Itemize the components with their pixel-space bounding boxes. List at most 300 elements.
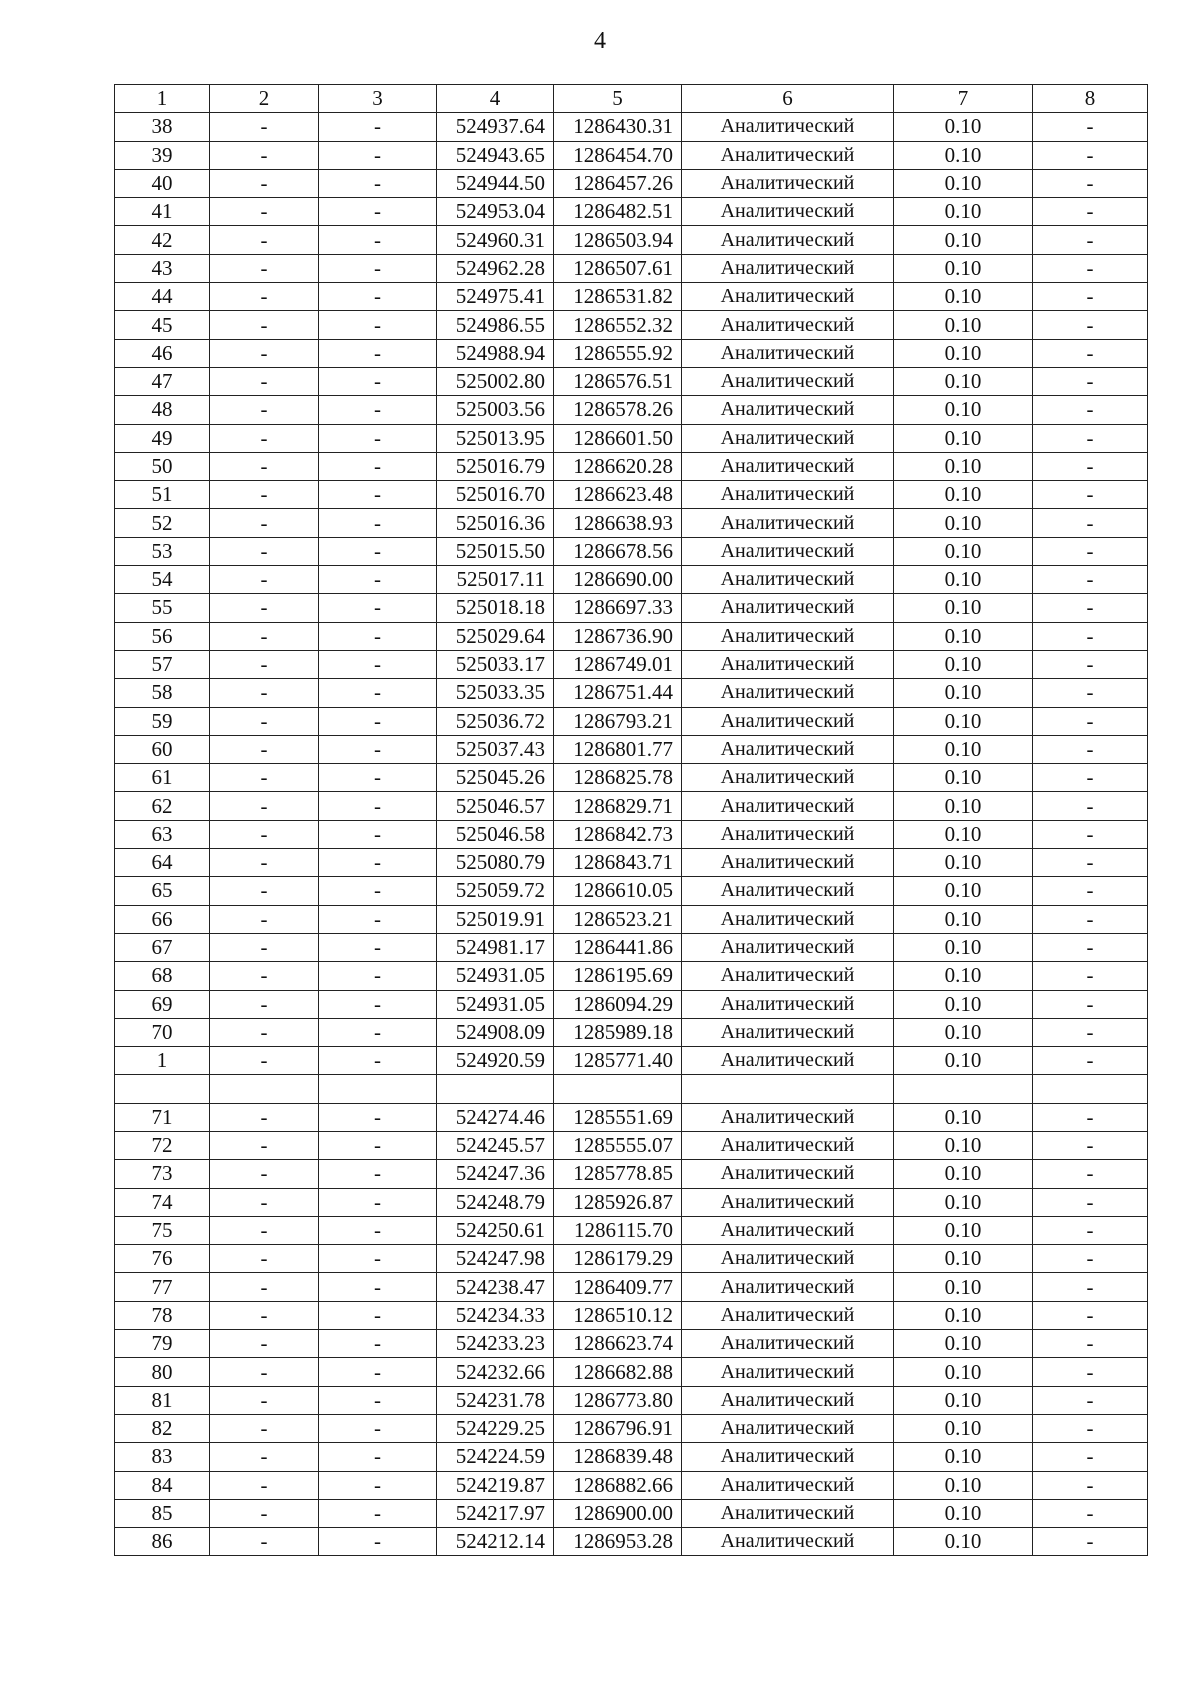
cell-col-3: - <box>319 254 437 282</box>
cell-method: Аналитический <box>682 424 894 452</box>
cell-col-8: - <box>1033 650 1148 678</box>
cell-precision: 0.10 <box>894 1273 1033 1301</box>
cell-point-number: 65 <box>115 877 210 905</box>
cell-col-3: - <box>319 424 437 452</box>
cell-method: Аналитический <box>682 1245 894 1273</box>
coordinates-table <box>114 84 1148 1556</box>
cell-coord-x: 525046.58 <box>437 820 554 848</box>
cell-col-8: - <box>1033 226 1148 254</box>
cell-coord-x: 525080.79 <box>437 849 554 877</box>
table-row <box>115 849 1148 877</box>
cell-coord-y: 1286578.26 <box>554 396 682 424</box>
cell-method: Аналитический <box>682 537 894 565</box>
cell-precision: 0.10 <box>894 1386 1033 1414</box>
cell-col-3: - <box>319 169 437 197</box>
cell-col-2: - <box>210 792 319 820</box>
cell-col-3: - <box>319 1273 437 1301</box>
cell-precision: 0.10 <box>894 1245 1033 1273</box>
cell-col-2: - <box>210 339 319 367</box>
table-row <box>115 1443 1148 1471</box>
cell-col-3: - <box>319 792 437 820</box>
cell-point-number: 85 <box>115 1499 210 1527</box>
cell-col-8: - <box>1033 1103 1148 1131</box>
cell-coord-x: 524248.79 <box>437 1188 554 1216</box>
cell-col-8: - <box>1033 537 1148 565</box>
cell-col-2: - <box>210 905 319 933</box>
cell-method: Аналитический <box>682 452 894 480</box>
cell-point-number: 82 <box>115 1414 210 1442</box>
cell-coord-y: 1285555.07 <box>554 1131 682 1159</box>
cell-coord-y: 1286842.73 <box>554 820 682 848</box>
cell-coord-y: 1286793.21 <box>554 707 682 735</box>
cell-method: Аналитический <box>682 1160 894 1188</box>
table-row <box>115 1216 1148 1244</box>
cell-method: Аналитический <box>682 509 894 537</box>
cell-col-3: - <box>319 1216 437 1244</box>
cell-point-number: 75 <box>115 1216 210 1244</box>
cell-col-2: - <box>210 481 319 509</box>
cell-col-8: - <box>1033 367 1148 395</box>
cell-col-2: - <box>210 1245 319 1273</box>
cell-precision: 0.10 <box>894 622 1033 650</box>
cell-col-8: - <box>1033 1330 1148 1358</box>
cell-coord-y: 1285771.40 <box>554 1047 682 1075</box>
cell-col-2: - <box>210 226 319 254</box>
cell-point-number: 49 <box>115 424 210 452</box>
cell-coord-y: 1286697.33 <box>554 594 682 622</box>
cell-precision: 0.10 <box>894 735 1033 763</box>
cell-point-number: 50 <box>115 452 210 480</box>
cell-col-8: - <box>1033 452 1148 480</box>
cell-col-8 <box>1033 1075 1148 1103</box>
table-row <box>115 481 1148 509</box>
cell-col-8: - <box>1033 1386 1148 1414</box>
cell-coord-x: 524981.17 <box>437 933 554 961</box>
cell-col-8: - <box>1033 141 1148 169</box>
cell-coord-x: 524250.61 <box>437 1216 554 1244</box>
table-row <box>115 1075 1148 1103</box>
cell-coord-y: 1286638.93 <box>554 509 682 537</box>
cell-coord-y: 1286430.31 <box>554 113 682 141</box>
cell-col-2: - <box>210 452 319 480</box>
cell-point-number: 47 <box>115 367 210 395</box>
cell-coord-x: 524920.59 <box>437 1047 554 1075</box>
table-row <box>115 1018 1148 1046</box>
cell-col-3: - <box>319 1330 437 1358</box>
cell-point-number: 69 <box>115 990 210 1018</box>
cell-coord-y: 1286507.61 <box>554 254 682 282</box>
cell-coord-y: 1286523.21 <box>554 905 682 933</box>
cell-coord-x: 524986.55 <box>437 311 554 339</box>
cell-col-2: - <box>210 735 319 763</box>
header-col-1: 1 <box>115 85 210 113</box>
cell-col-8: - <box>1033 1245 1148 1273</box>
table-row <box>115 735 1148 763</box>
table-row <box>115 226 1148 254</box>
cell-col-8: - <box>1033 396 1148 424</box>
cell-col-2: - <box>210 1528 319 1556</box>
cell-precision: 0.10 <box>894 594 1033 622</box>
cell-point-number: 56 <box>115 622 210 650</box>
cell-coord-y: 1286843.71 <box>554 849 682 877</box>
cell-col-2: - <box>210 820 319 848</box>
cell-coord-y: 1286825.78 <box>554 764 682 792</box>
cell-method: Аналитический <box>682 990 894 1018</box>
cell-coord-y: 1286801.77 <box>554 735 682 763</box>
cell-col-8: - <box>1033 1188 1148 1216</box>
cell-precision: 0.10 <box>894 1471 1033 1499</box>
cell-coord-x: 524962.28 <box>437 254 554 282</box>
cell-col-2: - <box>210 1471 319 1499</box>
cell-coord-x: 525003.56 <box>437 396 554 424</box>
cell-coord-y: 1286457.26 <box>554 169 682 197</box>
cell-coord-x: 525013.95 <box>437 424 554 452</box>
cell-precision: 0.10 <box>894 1216 1033 1244</box>
cell-point-number: 58 <box>115 679 210 707</box>
cell-col-2: - <box>210 933 319 961</box>
cell-point-number: 38 <box>115 113 210 141</box>
header-col-2: 2 <box>210 85 319 113</box>
cell-col-8: - <box>1033 820 1148 848</box>
table-row <box>115 311 1148 339</box>
cell-coord-x: 524219.87 <box>437 1471 554 1499</box>
cell-col-8: - <box>1033 339 1148 367</box>
table-row <box>115 1273 1148 1301</box>
cell-coord-x: 525019.91 <box>437 905 554 933</box>
cell-col-2: - <box>210 650 319 678</box>
cell-precision: 0.10 <box>894 679 1033 707</box>
cell-point-number: 84 <box>115 1471 210 1499</box>
cell-coord-y: 1286531.82 <box>554 283 682 311</box>
page-number: 4 <box>594 28 606 54</box>
cell-col-2: - <box>210 1358 319 1386</box>
cell-col-2: - <box>210 679 319 707</box>
cell-col-3: - <box>319 735 437 763</box>
cell-coord-x: 525015.50 <box>437 537 554 565</box>
cell-coord-y: 1286749.01 <box>554 650 682 678</box>
cell-col-2: - <box>210 396 319 424</box>
table-row <box>115 452 1148 480</box>
cell-col-3: - <box>319 594 437 622</box>
cell-method: Аналитический <box>682 764 894 792</box>
cell-method: Аналитический <box>682 650 894 678</box>
cell-method: Аналитический <box>682 226 894 254</box>
cell-col-2: - <box>210 707 319 735</box>
table-row <box>115 566 1148 594</box>
cell-col-2: - <box>210 509 319 537</box>
cell-method: Аналитический <box>682 933 894 961</box>
cell-coord-y: 1285926.87 <box>554 1188 682 1216</box>
cell-precision: 0.10 <box>894 226 1033 254</box>
cell-point-number: 45 <box>115 311 210 339</box>
cell-col-2: - <box>210 1018 319 1046</box>
cell-col-2: - <box>210 1386 319 1414</box>
cell-method: Аналитический <box>682 141 894 169</box>
cell-precision: 0.10 <box>894 1499 1033 1527</box>
cell-col-3: - <box>319 481 437 509</box>
cell-col-3: - <box>319 1301 437 1329</box>
cell-coord-x: 524943.65 <box>437 141 554 169</box>
cell-point-number: 80 <box>115 1358 210 1386</box>
cell-method: Аналитический <box>682 1414 894 1442</box>
cell-precision: 0.10 <box>894 1103 1033 1131</box>
cell-col-8: - <box>1033 849 1148 877</box>
cell-col-3: - <box>319 226 437 254</box>
cell-col-8: - <box>1033 707 1148 735</box>
cell-precision: 0.10 <box>894 933 1033 961</box>
cell-coord-y: 1286482.51 <box>554 198 682 226</box>
cell-col-2: - <box>210 1499 319 1527</box>
cell-method: Аналитический <box>682 820 894 848</box>
cell-col-3: - <box>319 1047 437 1075</box>
table-row <box>115 1499 1148 1527</box>
cell-col-3: - <box>319 1131 437 1159</box>
cell-col-8: - <box>1033 1499 1148 1527</box>
cell-method: Аналитический <box>682 311 894 339</box>
cell-coord-y: 1286503.94 <box>554 226 682 254</box>
cell-point-number: 70 <box>115 1018 210 1046</box>
cell-method: Аналитический <box>682 1103 894 1131</box>
cell-coord-x: 524245.57 <box>437 1131 554 1159</box>
cell-coord-x: 524231.78 <box>437 1386 554 1414</box>
cell-coord-x: 524224.59 <box>437 1443 554 1471</box>
cell-point-number: 68 <box>115 962 210 990</box>
cell-col-3 <box>319 1075 437 1103</box>
cell-coord-x: 524274.46 <box>437 1103 554 1131</box>
table-row <box>115 509 1148 537</box>
cell-coord-y: 1286690.00 <box>554 566 682 594</box>
cell-point-number <box>115 1075 210 1103</box>
cell-coord-x: 524960.31 <box>437 226 554 254</box>
cell-point-number: 52 <box>115 509 210 537</box>
cell-point-number: 81 <box>115 1386 210 1414</box>
cell-point-number: 62 <box>115 792 210 820</box>
table-row <box>115 367 1148 395</box>
cell-point-number: 76 <box>115 1245 210 1273</box>
cell-col-3: - <box>319 566 437 594</box>
cell-coord-x: 525033.17 <box>437 650 554 678</box>
cell-precision: 0.10 <box>894 1414 1033 1442</box>
table-row <box>115 283 1148 311</box>
cell-precision: 0.10 <box>894 566 1033 594</box>
cell-coord-x: 524247.36 <box>437 1160 554 1188</box>
cell-coord-y: 1286773.80 <box>554 1386 682 1414</box>
cell-col-8: - <box>1033 198 1148 226</box>
cell-coord-x: 525046.57 <box>437 792 554 820</box>
cell-coord-y: 1286576.51 <box>554 367 682 395</box>
cell-col-2: - <box>210 1216 319 1244</box>
cell-col-8: - <box>1033 1047 1148 1075</box>
cell-precision: 0.10 <box>894 1018 1033 1046</box>
cell-coord-x: 524931.05 <box>437 962 554 990</box>
cell-point-number: 77 <box>115 1273 210 1301</box>
cell-coord-x: 524212.14 <box>437 1528 554 1556</box>
cell-point-number: 44 <box>115 283 210 311</box>
cell-coord-x <box>437 1075 554 1103</box>
cell-precision: 0.10 <box>894 1047 1033 1075</box>
cell-point-number: 41 <box>115 198 210 226</box>
cell-col-8: - <box>1033 962 1148 990</box>
cell-col-8: - <box>1033 792 1148 820</box>
cell-col-2: - <box>210 367 319 395</box>
cell-precision: 0.10 <box>894 962 1033 990</box>
table-row <box>115 1414 1148 1442</box>
cell-coord-x: 524944.50 <box>437 169 554 197</box>
cell-coord-x: 525059.72 <box>437 877 554 905</box>
cell-col-2: - <box>210 141 319 169</box>
table-header <box>115 85 1148 113</box>
cell-col-3: - <box>319 650 437 678</box>
cell-coord-x: 524234.33 <box>437 1301 554 1329</box>
cell-precision: 0.10 <box>894 1131 1033 1159</box>
cell-col-3: - <box>319 849 437 877</box>
cell-precision <box>894 1075 1033 1103</box>
cell-coord-y: 1286623.48 <box>554 481 682 509</box>
cell-method: Аналитический <box>682 849 894 877</box>
cell-col-8: - <box>1033 622 1148 650</box>
table-row <box>115 877 1148 905</box>
cell-col-3: - <box>319 452 437 480</box>
cell-col-3: - <box>319 933 437 961</box>
cell-method: Аналитический <box>682 1018 894 1046</box>
cell-col-3: - <box>319 311 437 339</box>
cell-col-3: - <box>319 622 437 650</box>
table-row <box>115 1301 1148 1329</box>
cell-col-2: - <box>210 594 319 622</box>
cell-coord-x: 524988.94 <box>437 339 554 367</box>
cell-col-2: - <box>210 1131 319 1159</box>
cell-coord-x: 524233.23 <box>437 1330 554 1358</box>
cell-col-8: - <box>1033 1131 1148 1159</box>
table-row <box>115 1188 1148 1216</box>
cell-coord-y: 1286555.92 <box>554 339 682 367</box>
cell-col-2: - <box>210 1188 319 1216</box>
cell-col-2: - <box>210 311 319 339</box>
header-col-6: 6 <box>682 85 894 113</box>
cell-col-3: - <box>319 1471 437 1499</box>
cell-col-3: - <box>319 1358 437 1386</box>
cell-point-number: 59 <box>115 707 210 735</box>
header-col-4: 4 <box>437 85 554 113</box>
cell-precision: 0.10 <box>894 254 1033 282</box>
cell-col-2: - <box>210 962 319 990</box>
table-body <box>115 113 1148 1556</box>
cell-precision: 0.10 <box>894 141 1033 169</box>
cell-coord-x: 525037.43 <box>437 735 554 763</box>
cell-coord-x: 525045.26 <box>437 764 554 792</box>
cell-col-2: - <box>210 1273 319 1301</box>
table-row <box>115 198 1148 226</box>
cell-method: Аналитический <box>682 735 894 763</box>
table-row <box>115 905 1148 933</box>
cell-col-2: - <box>210 849 319 877</box>
table-row <box>115 1528 1148 1556</box>
cell-coord-y: 1286094.29 <box>554 990 682 1018</box>
cell-col-2: - <box>210 990 319 1018</box>
cell-col-8: - <box>1033 1018 1148 1046</box>
cell-coord-x: 525017.11 <box>437 566 554 594</box>
cell-col-3: - <box>319 367 437 395</box>
table-row <box>115 1131 1148 1159</box>
cell-col-3: - <box>319 1103 437 1131</box>
cell-method: Аналитический <box>682 679 894 707</box>
cell-coord-x: 524232.66 <box>437 1358 554 1386</box>
cell-col-8: - <box>1033 1216 1148 1244</box>
table-row <box>115 622 1148 650</box>
cell-col-8: - <box>1033 424 1148 452</box>
cell-col-3: - <box>319 113 437 141</box>
cell-coord-x: 524229.25 <box>437 1414 554 1442</box>
cell-coord-x: 525016.36 <box>437 509 554 537</box>
cell-col-8: - <box>1033 1358 1148 1386</box>
cell-col-2: - <box>210 283 319 311</box>
cell-col-2: - <box>210 1301 319 1329</box>
table-row <box>115 424 1148 452</box>
cell-point-number: 61 <box>115 764 210 792</box>
cell-method: Аналитический <box>682 169 894 197</box>
cell-method: Аналитический <box>682 113 894 141</box>
cell-col-8: - <box>1033 1301 1148 1329</box>
cell-col-3: - <box>319 198 437 226</box>
cell-coord-x: 525033.35 <box>437 679 554 707</box>
cell-col-2: - <box>210 537 319 565</box>
cell-precision: 0.10 <box>894 849 1033 877</box>
cell-method: Аналитический <box>682 1386 894 1414</box>
cell-method: Аналитический <box>682 1301 894 1329</box>
cell-col-3: - <box>319 509 437 537</box>
cell-col-3: - <box>319 339 437 367</box>
cell-col-3: - <box>319 820 437 848</box>
cell-col-3: - <box>319 877 437 905</box>
cell-precision: 0.10 <box>894 283 1033 311</box>
cell-col-3: - <box>319 1188 437 1216</box>
table-row <box>115 169 1148 197</box>
cell-col-2: - <box>210 877 319 905</box>
cell-coord-x: 524931.05 <box>437 990 554 1018</box>
cell-method: Аналитический <box>682 1499 894 1527</box>
cell-coord-y: 1286736.90 <box>554 622 682 650</box>
cell-col-8: - <box>1033 877 1148 905</box>
cell-method: Аналитический <box>682 1273 894 1301</box>
cell-point-number: 46 <box>115 339 210 367</box>
cell-point-number: 66 <box>115 905 210 933</box>
cell-col-8: - <box>1033 1160 1148 1188</box>
cell-point-number: 86 <box>115 1528 210 1556</box>
table-row <box>115 792 1148 820</box>
cell-col-3: - <box>319 1414 437 1442</box>
cell-method: Аналитический <box>682 1216 894 1244</box>
cell-coord-x: 524975.41 <box>437 283 554 311</box>
cell-precision: 0.10 <box>894 509 1033 537</box>
table-row <box>115 990 1148 1018</box>
cell-coord-y: 1286900.00 <box>554 1499 682 1527</box>
cell-point-number: 83 <box>115 1443 210 1471</box>
cell-point-number: 67 <box>115 933 210 961</box>
cell-coord-y: 1286195.69 <box>554 962 682 990</box>
cell-precision: 0.10 <box>894 424 1033 452</box>
cell-coord-x: 524953.04 <box>437 198 554 226</box>
cell-point-number: 63 <box>115 820 210 848</box>
cell-precision: 0.10 <box>894 1188 1033 1216</box>
cell-point-number: 40 <box>115 169 210 197</box>
cell-col-8: - <box>1033 1528 1148 1556</box>
cell-coord-y: 1286115.70 <box>554 1216 682 1244</box>
cell-coord-x: 525018.18 <box>437 594 554 622</box>
cell-col-8: - <box>1033 113 1148 141</box>
header-row <box>115 85 1148 113</box>
cell-method: Аналитический <box>682 1358 894 1386</box>
cell-col-2: - <box>210 1414 319 1442</box>
